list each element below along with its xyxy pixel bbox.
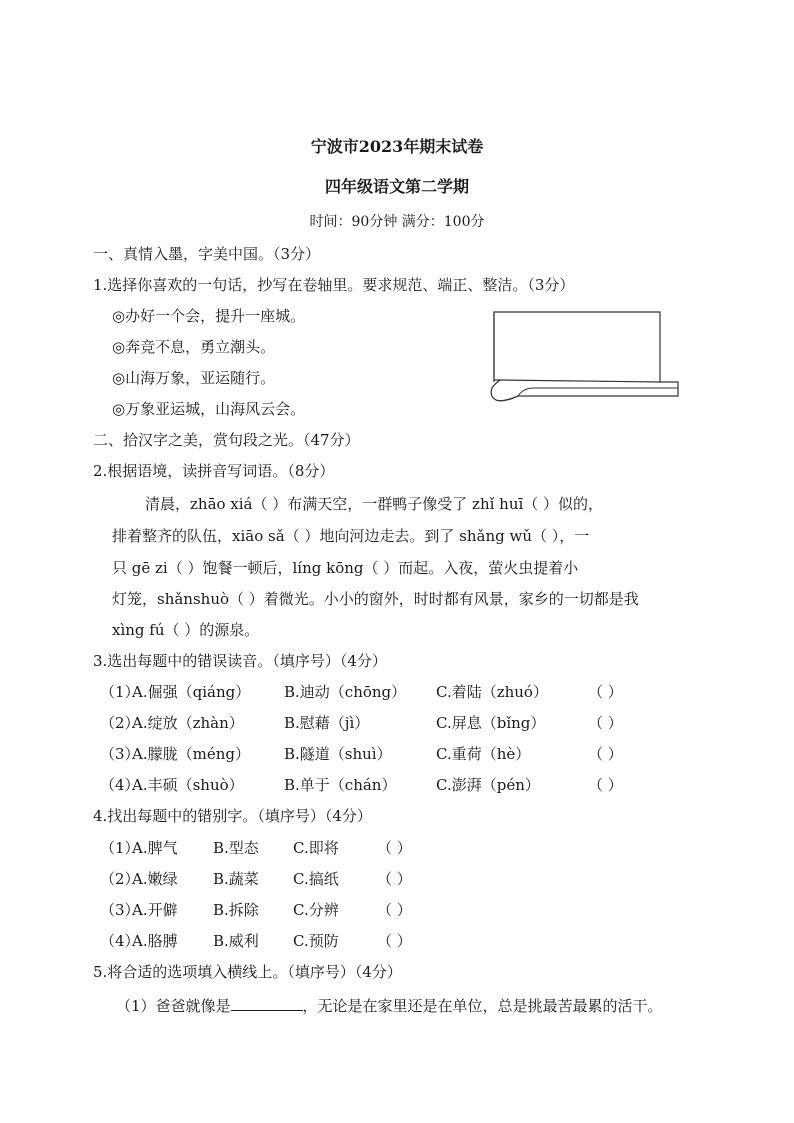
q5-item-1-prefix: （1）爸爸就像是 bbox=[116, 997, 231, 1015]
q4-num: （4） bbox=[100, 932, 140, 950]
question-2: 2.根据语境，读拼音写词语。（8分） bbox=[93, 462, 335, 480]
question-1: 1.选择你喜欢的一句话，抄写在卷轴里。要求规范、端正、整洁。（3分） bbox=[93, 276, 575, 294]
option-3: ◎山海万象，亚运随行。 bbox=[112, 369, 276, 387]
q3-row bbox=[100, 744, 623, 764]
q4-option-b: B.型态 bbox=[213, 839, 259, 857]
q4-num: （2） bbox=[100, 870, 140, 888]
q3-option-a: A.绽放（zhàn） bbox=[132, 714, 244, 732]
q4-option-a: A.胳膊 bbox=[132, 932, 178, 950]
q3-option-c: C.着陆（zhuó） bbox=[436, 683, 548, 701]
q4-answer-box[interactable]: （ ） bbox=[377, 932, 412, 950]
q3-option-a: A.倔强（qiáng） bbox=[132, 683, 251, 701]
q4-row bbox=[100, 900, 412, 920]
exam-subtitle: 四年级语文第二学期 bbox=[324, 177, 469, 196]
exam-meta: 时间：90分钟 满分：100分 bbox=[309, 214, 485, 230]
q4-answer-box[interactable]: （ ） bbox=[377, 870, 412, 888]
q3-option-b: B.单于（chán） bbox=[284, 776, 397, 794]
q4-row bbox=[100, 869, 412, 889]
q4-row bbox=[100, 931, 412, 951]
q4-option-a: A.开僻 bbox=[132, 901, 178, 919]
q3-option-a: A.丰硕（shuò） bbox=[132, 776, 244, 794]
q3-option-c: C.屏息（bǐng） bbox=[436, 714, 546, 732]
q4-option-c: C.搞纸 bbox=[293, 870, 339, 888]
q3-option-b: B.慰藉（jì） bbox=[284, 714, 370, 732]
question-5: 5.将合适的选项填入横线上。（填序号）（4分） bbox=[93, 963, 402, 981]
q3-answer-box[interactable]: （ ） bbox=[588, 714, 623, 732]
q3-option-c: C.澎湃（pén） bbox=[436, 776, 540, 794]
q4-option-a: A.脾气 bbox=[132, 839, 178, 857]
q3-row bbox=[100, 775, 623, 795]
q4-option-c: C.即将 bbox=[293, 839, 339, 857]
q3-option-a: A.朦胧（méng） bbox=[132, 745, 250, 763]
exam-title: 宁波市2023年期末试卷 bbox=[310, 137, 484, 156]
option-1: ◎办好一个会，提升一座城。 bbox=[112, 307, 306, 325]
q3-num: （2） bbox=[100, 714, 140, 732]
section-2-heading: 二、拾汉字之美，赏句段之光。（47分） bbox=[93, 431, 360, 449]
q4-num: （3） bbox=[100, 901, 140, 919]
q3-row bbox=[100, 682, 623, 702]
q3-row bbox=[100, 713, 623, 733]
q2-line-5: xìng fú（ ）的源泉。 bbox=[112, 621, 260, 639]
q4-row bbox=[100, 838, 412, 858]
q3-answer-box[interactable]: （ ） bbox=[588, 683, 623, 701]
q4-answer-box[interactable]: （ ） bbox=[377, 839, 412, 857]
section-1-heading: 一、真情入墨，字美中国。（3分） bbox=[93, 245, 321, 263]
q3-option-c: C.重荷（hè） bbox=[436, 745, 531, 763]
q5-item-1-suffix: ，无论是在家里还是在单位，总是挑最苦最累的活干。 bbox=[302, 997, 663, 1015]
q3-option-b: B.迪动（chōng） bbox=[284, 683, 407, 701]
q4-option-b: B.蔬菜 bbox=[213, 870, 259, 888]
q4-option-b: B.威利 bbox=[213, 932, 259, 950]
q3-answer-box[interactable]: （ ） bbox=[588, 776, 623, 794]
q2-line-1: 清晨，zhāo xiá（ ）布满天空，一群鸭子像受了 zhǐ huī（ ）似的， bbox=[145, 495, 604, 513]
question-3: 3.选出每题中的错误读音。（填序号）（4分） bbox=[93, 652, 387, 670]
scroll-writing-area[interactable] bbox=[488, 310, 688, 410]
q4-option-b: B.拆除 bbox=[213, 901, 259, 919]
q2-line-4: 灯笼，shǎnshuò（ ）着微光。小小的窗外，时时都有风景，家乡的一切都是我 bbox=[112, 590, 639, 608]
q3-num: （1） bbox=[100, 683, 140, 701]
q3-num: （3） bbox=[100, 745, 140, 763]
q2-line-2: 排着整齐的队伍，xiāo sǎ（ ）地向河边走去。到了 shǎng wǔ（ ），一 bbox=[112, 527, 590, 545]
q5-item-1 bbox=[116, 996, 663, 1016]
q4-option-a: A.嫩绿 bbox=[132, 870, 178, 888]
q3-option-b: B.隧道（shuì） bbox=[284, 745, 392, 763]
option-2: ◎奔竞不息，勇立潮头。 bbox=[112, 338, 276, 356]
q4-num: （1） bbox=[100, 839, 140, 857]
q5-answer-blank[interactable] bbox=[231, 996, 303, 1011]
q4-answer-box[interactable]: （ ） bbox=[377, 901, 412, 919]
q3-num: （4） bbox=[100, 776, 140, 794]
question-4: 4.找出每题中的错别字。（填序号）（4分） bbox=[93, 807, 372, 825]
q2-line-3: 只 gē zi（ ）饱餐一顿后，líng kōng（ ）而起。入夜，萤火虫提着小 bbox=[112, 559, 579, 577]
q4-option-c: C.预防 bbox=[293, 932, 339, 950]
q3-answer-box[interactable]: （ ） bbox=[588, 745, 623, 763]
q4-option-c: C.分辨 bbox=[293, 901, 339, 919]
option-4: ◎万象亚运城，山海风云会。 bbox=[112, 400, 306, 418]
